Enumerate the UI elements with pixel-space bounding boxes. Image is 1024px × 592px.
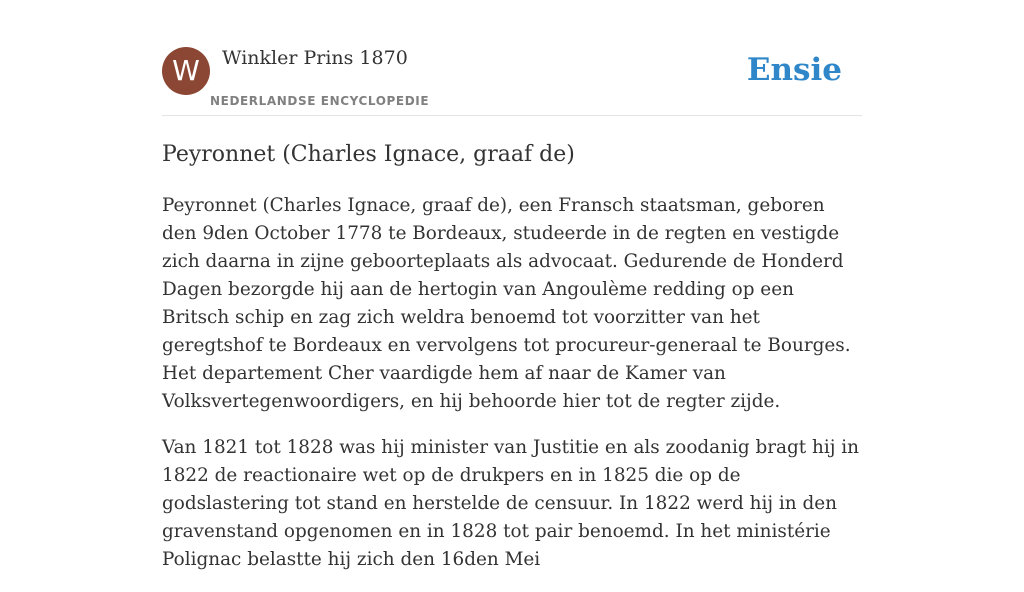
source-title-link[interactable]: Winkler Prins 1870 [222,47,408,69]
article-paragraph: Van 1821 tot 1828 was hij minister van Justitie en als zoodanig bragt hij in 1822 de reactionaire wet op de drukpers en in 1825 die op de godslastering tot stand en herstelde de censuur. In 1822 werd hij in den gravenstand opgenomen en in 1828 tot pair benoemd. In het ministérie Polignac belastte hij zich den 16den Mei [162,437,860,570]
brand-logo[interactable]: Ensie [746,52,842,88]
article-title: Peyronnet (Charles Ignace, graaf de) [162,142,575,167]
source-subtitle: NEDERLANDSE ENCYCLOPEDIE [210,94,430,108]
source-avatar[interactable]: W [162,47,210,95]
source-header [162,46,862,116]
article-body [162,192,864,592]
article-paragraph: Peyronnet (Charles Ignace, graaf de), een Fransch staatsman, geboren den 9den October 1778 te Bordeaux, studeerde in de regten en vestigde zich daarna in zijne geboorteplaats als advocaat. Gedurende de Honderd Dagen bezorgde hij aan de hertogin van Angoulème redding op een Britsch schip en zag zich weldra benoemd tot voorzitter van het geregtshof te Bordeaux en vervolgens tot procureur-generaal te Bourges. Het departement Cher vaardigde hem af naar de Kamer van Volksvertegenwoordigers, en hij behoorde hier tot de regter zijde. [162,195,851,412]
